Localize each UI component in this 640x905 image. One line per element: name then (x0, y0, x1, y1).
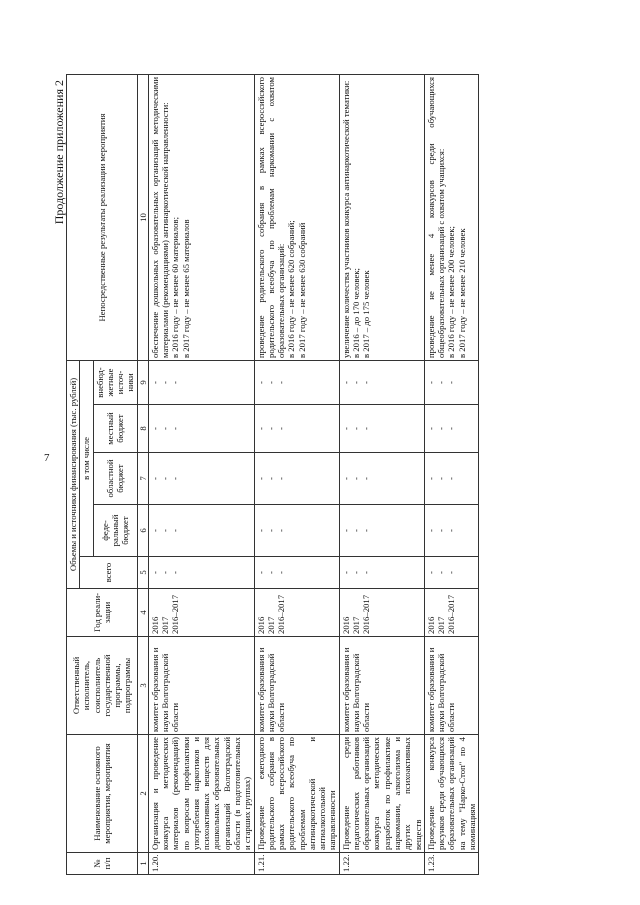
funding-federal: - - - (148, 505, 254, 557)
table-row (148, 74, 254, 874)
col-num: 2 (137, 735, 148, 853)
result-2016: в 2016 году – не менее 620 собраний; (286, 220, 297, 358)
measure-name: Проведение среди педагогических работников образовательных организаций конкурса методических разработок по профилактике наркомании, алкоголизма и других психоактивных веществ (339, 735, 424, 853)
result (424, 74, 478, 360)
year-value: 2016–2017 (361, 594, 372, 634)
funding-extrabudget: - - - (254, 360, 339, 404)
funding-regional: - - - (339, 453, 424, 505)
year-value: 2016–2017 (276, 594, 287, 634)
years (339, 589, 424, 637)
responsible: комитет образования и науки Волгоградской области (424, 637, 478, 735)
funding-federal: - - - (339, 505, 424, 557)
program-table (66, 74, 479, 875)
funding-extrabudget: - - - (424, 360, 478, 404)
header-no: № п/п (67, 853, 138, 875)
row-number: 1.21. (254, 853, 339, 875)
result-text: увеличение количества участников конкурса антинаркотической тематики: (340, 80, 351, 358)
years (254, 589, 339, 637)
header-extrabudget: внебюд-жетные источ-ники (93, 360, 137, 404)
funding-federal: - - - (424, 505, 478, 557)
col-num: 6 (137, 505, 148, 557)
year-value: 2016–2017 (446, 594, 457, 634)
funding-local: - - - (424, 405, 478, 453)
col-num: 3 (137, 637, 148, 735)
year-value: 2016 (255, 616, 266, 634)
row-number: 1.23. (424, 853, 478, 875)
measure-name: Проведение ежегодного родительского собрания в рамках всероссийского родительского всеобуча по проблемам антинаркотической и антиалкогольной направленности (254, 735, 339, 853)
result-text: проведение не менее 4 конкурсов среди обучающихся общеобразовательных организаций с охватом учащихся: (425, 76, 447, 358)
row-number: 1.22. (339, 853, 424, 875)
header-funding: Объемы и источники финансирования (тыс. рублей) (67, 360, 80, 588)
result-2017: в 2017 году – не менее 210 человек (456, 228, 467, 358)
result-2016: в 2016 году – не менее 60 материалов; (170, 216, 181, 358)
result (148, 74, 254, 360)
responsible: комитет образования и науки Волгоградской области (254, 637, 339, 735)
funding-total: - - - (424, 557, 478, 589)
continuation-label: Продолжение приложения 2 (52, 80, 66, 225)
year-value: 2017 (160, 616, 171, 634)
funding-federal: - - - (254, 505, 339, 557)
year-value: 2017 (265, 616, 276, 634)
result (339, 74, 424, 360)
result (254, 74, 339, 360)
funding-extrabudget: - - - (148, 360, 254, 404)
col-num: 7 (137, 453, 148, 505)
result-2017: в 2017 – до 175 человек (361, 270, 372, 358)
year-value: 2016–2017 (170, 594, 181, 634)
responsible: комитет образования и науки Волгоградской области (339, 637, 424, 735)
funding-local: - - - (254, 405, 339, 453)
funding-regional: - - - (148, 453, 254, 505)
year-value: 2016 (340, 616, 351, 634)
col-num: 9 (137, 360, 148, 404)
funding-regional: - - - (254, 453, 339, 505)
col-num: 1 (137, 853, 148, 875)
funding-regional: - - - (424, 453, 478, 505)
col-num: 10 (137, 74, 148, 360)
header-federal: феде-ральный бюджет (93, 505, 137, 557)
year-value: 2017 (350, 616, 361, 634)
table-row (424, 74, 478, 874)
page-number: 7 (44, 452, 50, 464)
col-num: 8 (137, 405, 148, 453)
result-2017: в 2017 году – не менее 65 материалов (180, 219, 191, 358)
funding-total: - - - (339, 557, 424, 589)
funding-extrabudget: - - - (339, 360, 424, 404)
header-regional: областной бюджет (93, 453, 137, 505)
header-name: Наименование основного мероприятия, мероприятия (67, 735, 138, 853)
years (148, 589, 254, 637)
result-2017: в 2017 году – не менее 630 собраний (296, 222, 307, 358)
funding-local: - - - (148, 405, 254, 453)
col-num: 4 (137, 589, 148, 637)
measure-name: Организация и проведение конкурса методических материалов (рекомендаций) по вопросам профилактики употребления наркотиков и психоактивных веществ для дошкольных образовательных организаций Волгоградской области (в подготовительных и старших группах) (148, 735, 254, 853)
header-total: всего (80, 557, 137, 589)
row-number: 1.20. (148, 853, 254, 875)
header-responsible: Ответственный исполнитель, соисполнитель государственной программы, подпрограммы (67, 637, 138, 735)
result-2016: в 2016 – до 170 человек; (350, 268, 361, 358)
table-row (339, 74, 424, 874)
year-value: 2016 (425, 616, 436, 634)
funding-total: - - - (254, 557, 339, 589)
year-value: 2016 (149, 616, 160, 634)
funding-local: - - - (339, 405, 424, 453)
result-text: проведение родительского собрания в рамках всероссийского родительского всеобуча по проблемам наркомании с охватом образовательных организаций: (255, 76, 287, 358)
col-num: 5 (137, 557, 148, 589)
result-text: обеспечение дошкольных образовательных организаций методическими материалами (рекомендациями) антинаркотической направленности: (149, 76, 171, 358)
header-result: Непосредственные результаты реализации мероприятия (67, 74, 138, 360)
header-incl: в том числе (80, 360, 93, 556)
header-year: Год реали-зации (67, 589, 138, 637)
years (424, 589, 478, 637)
measure-name: Проведение конкурса рисунков среди обучающихся образовательных организаций на тему "Нарко-Стоп" по 4 номинациям (424, 735, 478, 853)
table-row (254, 74, 339, 874)
header-local: местный бюджет (93, 405, 137, 453)
result-2016: в 2016 году – не менее 200 человек; (446, 226, 457, 358)
funding-total: - - - (148, 557, 254, 589)
year-value: 2017 (436, 616, 447, 634)
responsible: комитет образования и науки Волгоградской области (148, 637, 254, 735)
